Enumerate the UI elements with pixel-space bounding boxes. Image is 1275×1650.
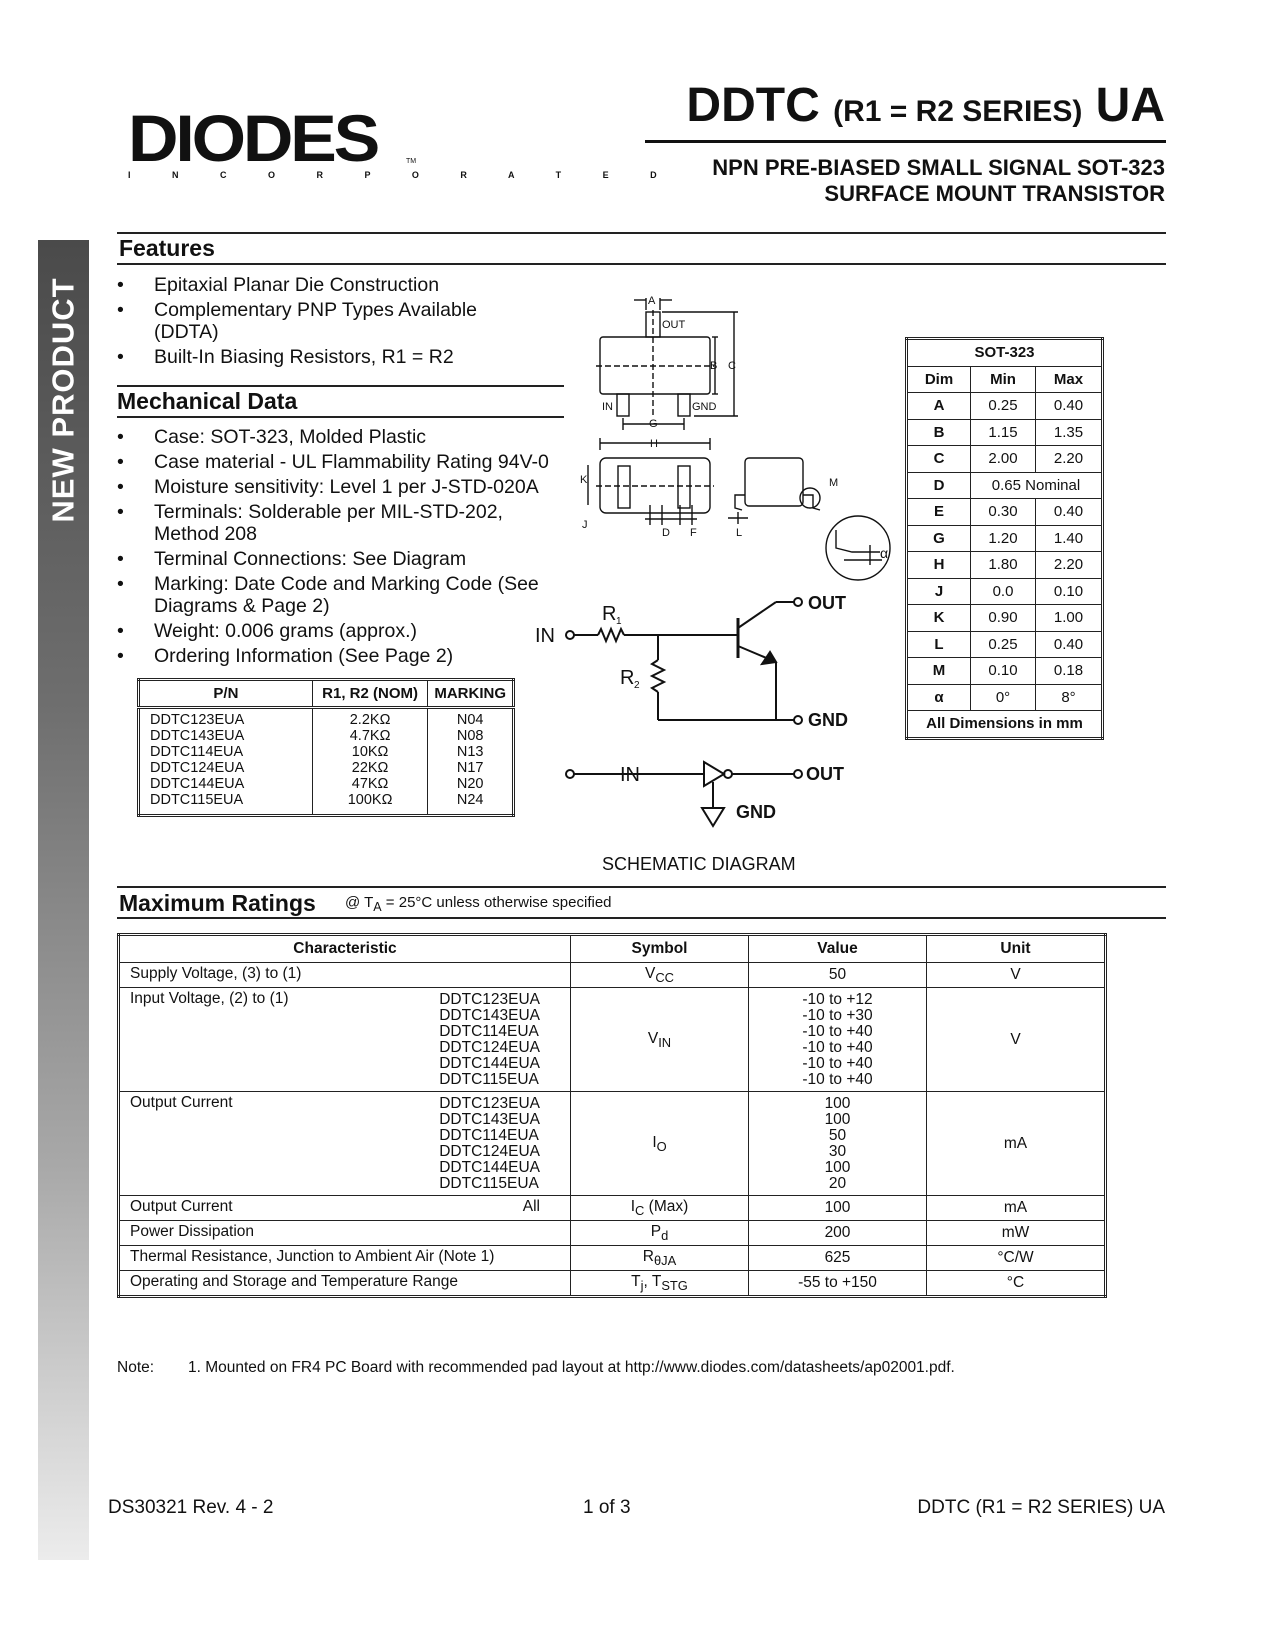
characteristic-cell (119, 1246, 571, 1271)
value-cell: 625 (749, 1246, 927, 1271)
table-row (907, 658, 1103, 685)
page-title (686, 78, 1165, 133)
characteristic-parts: DDTC123EUA DDTC143EUA DDTC114EUA DDTC124EUA DDTC144EUA DDTC115EUA (439, 991, 540, 1089)
table-row (907, 499, 1103, 526)
dim-cell: 0.40 (1036, 631, 1103, 658)
list-item: • Terminals: Solderable per MIL-STD-202, Method 208 (117, 501, 557, 545)
label-out: OUT (662, 319, 686, 331)
resistance-column: 2.2KΩ 4.7KΩ 10KΩ 22KΩ 47KΩ 100KΩ (312, 708, 428, 816)
dim-cell: L (907, 631, 971, 658)
value-cell: 200 (749, 1221, 927, 1246)
unit-cell: °C/W (927, 1246, 1106, 1271)
dim-cell: A (907, 393, 971, 420)
dim-cell: G (907, 525, 971, 552)
dim-cell: 0.10 (1036, 578, 1103, 605)
table-row (119, 1271, 1106, 1297)
side-banner (38, 240, 89, 1560)
symbol-subscript: d (661, 1228, 669, 1244)
dim-cell: 0.90 (971, 605, 1036, 632)
ground-symbol (702, 808, 724, 826)
unit-cell: mW (927, 1221, 1106, 1246)
ratings-heading: Maximum Ratings (119, 890, 316, 916)
company-logo (128, 101, 677, 180)
value-cell: 100 (749, 1196, 927, 1221)
dim-cell: 1.20 (971, 525, 1036, 552)
table-row (119, 1246, 1106, 1271)
dim-cell: α (907, 684, 971, 711)
list-item: • Case: SOT-323, Molded Plastic (117, 426, 557, 448)
r1-label: R (602, 603, 617, 625)
characteristic-cell (119, 963, 571, 988)
characteristic-cell (119, 1271, 571, 1297)
characteristic-text: Supply Voltage, (3) to (1) (130, 965, 302, 982)
characteristic-text: Input Voltage, (2) to (1) (130, 990, 289, 1008)
mechanical-heading: Mechanical Data (117, 388, 298, 414)
features-list (117, 274, 547, 371)
title-series: (R1 = R2 SERIES) (833, 95, 1083, 128)
ratings-top-rule (117, 886, 1166, 888)
dim-cell: 0.40 (1036, 393, 1103, 420)
dim-cell: 0.30 (971, 499, 1036, 526)
dim-cell: D (907, 472, 971, 499)
table-row (907, 605, 1103, 632)
list-item: • Weight: 0.006 grams (approx.) (117, 620, 557, 642)
dim-cell: 0.65 Nominal (971, 472, 1103, 499)
maximum-ratings-table (117, 933, 1107, 1298)
list-item: • Marking: Date Code and Marking Code (See Diagrams & Page 2) (117, 573, 557, 617)
logo-wordmark: DIODES (128, 101, 378, 175)
dim-cell: 2.20 (1036, 552, 1103, 579)
table-row (907, 393, 1103, 420)
symbol-subscript: O (656, 1138, 667, 1154)
table-row (907, 684, 1103, 711)
symbol-text: I (630, 1198, 636, 1216)
schematic-gnd-label: GND (808, 710, 848, 730)
symbol-subscript: j (640, 1278, 644, 1294)
r1-resistor (598, 629, 624, 641)
unit-cell: V (927, 988, 1106, 1092)
unit-cell: V (927, 963, 1106, 988)
marking-header: MARKING (428, 680, 514, 708)
note-label: Note: (117, 1359, 155, 1376)
logic-gnd-label: GND (736, 802, 776, 822)
schematic-diagram (530, 590, 870, 845)
symbol-text: T (631, 1273, 641, 1291)
ratings-condition-prefix: @ T (345, 894, 374, 911)
symbol-cell (571, 1271, 749, 1297)
logo-subtitle: I N C O R P O R A T E D (128, 170, 677, 180)
note-text: 1. Mounted on FR4 PC Board with recommended pad layout at http://www.diodes.com/datasheets/ap02001.pdf. (188, 1359, 955, 1376)
pn-header: P/N (139, 680, 313, 708)
list-item: • Terminal Connections: See Diagram (117, 548, 557, 570)
dim-cell: 1.15 (971, 419, 1036, 446)
characteristic-text: Thermal Resistance, Junction to Ambient Air (Note 1) (130, 1248, 495, 1266)
title-rule (645, 140, 1166, 143)
schematic-out-label: OUT (808, 593, 846, 613)
list-item: • Ordering Information (See Page 2) (117, 645, 557, 667)
characteristic-text: Output Current (130, 1094, 233, 1112)
label-f: F (690, 527, 697, 539)
table-row (907, 446, 1103, 473)
dim-header: Dim (907, 366, 971, 393)
r1-subscript: 1 (616, 616, 622, 627)
dim-cell: 0.25 (971, 393, 1036, 420)
symbol-subscript: CC (655, 970, 674, 986)
table-row (119, 1196, 1106, 1221)
ratings-condition (345, 894, 612, 914)
value-header: Value (749, 935, 927, 963)
features-heading: Features (119, 235, 215, 261)
table-row (907, 419, 1103, 446)
r2-label: R (620, 667, 635, 689)
dim-cell: 1.35 (1036, 419, 1103, 446)
unit-header: Unit (927, 935, 1106, 963)
label-h: H (650, 438, 658, 450)
symbol-subscript: C (635, 1203, 645, 1219)
r2-resistor (652, 660, 664, 692)
characteristic-parts: DDTC123EUA DDTC143EUA DDTC114EUA DDTC124EUA DDTC144EUA DDTC115EUA (439, 1095, 540, 1193)
symbol-subscript: IN (658, 1034, 672, 1050)
logic-out-label: OUT (806, 764, 844, 784)
part-number-table (137, 678, 515, 817)
table-row (907, 472, 1103, 499)
dim-cell: 0.25 (971, 631, 1036, 658)
subtitle-line-1: NPN PRE-BIASED SMALL SIGNAL SOT-323 (712, 155, 1165, 180)
resistance-header: R1, R2 (NOM) (312, 680, 428, 708)
symbol-text: P (650, 1223, 662, 1241)
symbol-rest: (Max) (644, 1198, 689, 1216)
footer-page-number: 1 of 3 (583, 1497, 631, 1518)
symbol-cell (571, 1246, 749, 1271)
dim-cell: 0.40 (1036, 499, 1103, 526)
dim-cell: 1.80 (971, 552, 1036, 579)
value-cell: -55 to +150 (749, 1271, 927, 1297)
table-row (119, 1221, 1106, 1246)
mechanical-bottom-rule (117, 416, 564, 418)
unit-cell: mA (927, 1092, 1106, 1196)
footer-part-series: DDTC (R1 = R2 SERIES) UA (917, 1497, 1165, 1518)
symbol-cell (571, 1092, 749, 1196)
table-row (907, 552, 1103, 579)
schematic-caption: SCHEMATIC DIAGRAM (602, 854, 796, 874)
dim-cell: J (907, 578, 971, 605)
footer-doc-number: DS30321 Rev. 4 - 2 (108, 1497, 274, 1518)
dim-cell: 0.18 (1036, 658, 1103, 685)
characteristic-text: Output Current (130, 1198, 233, 1216)
characteristic-text: Operating and Storage and Temperature Range (130, 1273, 459, 1291)
characteristic-text: Power Dissipation (130, 1223, 255, 1241)
table-row (119, 963, 1106, 988)
symbol-subscript: θJA (653, 1253, 677, 1269)
title-suffix: UA (1095, 79, 1165, 132)
value-cell: 50 (749, 963, 927, 988)
side-banner-text: NEW PRODUCT (45, 277, 81, 523)
label-g: G (649, 418, 658, 430)
list-item: • Epitaxial Planar Die Construction (117, 274, 547, 296)
dim-cell: C (907, 446, 971, 473)
r2-subscript: 2 (634, 680, 640, 691)
title-part: DDTC (686, 79, 820, 132)
list-item: • Case material - UL Flammability Rating 94V-0 (117, 451, 557, 473)
package-outline-drawing (570, 290, 900, 590)
unit-cell: mA (927, 1196, 1106, 1221)
label-c: C (728, 360, 736, 372)
characteristic-cell (119, 988, 571, 1092)
symbol-text: R (642, 1248, 654, 1266)
label-gnd: GND (692, 401, 717, 413)
ratings-condition-rest: = 25°C unless otherwise specified (381, 894, 612, 911)
pn-column: DDTC123EUA DDTC143EUA DDTC114EUA DDTC124EUA DDTC144EUA DDTC115EUA (139, 708, 313, 816)
dim-cell: B (907, 419, 971, 446)
symbol-cell (571, 1196, 749, 1221)
value-cell: 100 100 50 30 100 20 (749, 1092, 927, 1196)
dimension-table-title: SOT-323 (907, 339, 1103, 367)
label-d: D (662, 527, 670, 539)
table-row (907, 525, 1103, 552)
symbol-rest: , T (643, 1273, 662, 1291)
label-j: J (582, 519, 588, 531)
page-subtitle (712, 155, 1165, 207)
logo-trademark: TM (406, 158, 417, 165)
characteristic-cell (119, 1196, 571, 1221)
table-row (907, 631, 1103, 658)
label-in: IN (602, 401, 613, 413)
dim-cell: M (907, 658, 971, 685)
dim-cell: H (907, 552, 971, 579)
characteristic-header: Characteristic (119, 935, 571, 963)
symbol-cell (571, 963, 749, 988)
gnd-lead (678, 394, 690, 416)
dim-cell: 1.40 (1036, 525, 1103, 552)
symbol-cell (571, 1221, 749, 1246)
subtitle-line-2: SURFACE MOUNT TRANSISTOR (824, 181, 1165, 206)
label-m: M (829, 477, 839, 489)
unit-cell: °C (927, 1271, 1106, 1297)
dim-cell: 8° (1036, 684, 1103, 711)
mechanical-top-rule (117, 385, 564, 387)
in-lead (617, 394, 629, 416)
table-row (119, 1092, 1106, 1196)
marking-column: N04 N08 N13 N17 N20 N24 (456, 712, 484, 808)
ratings-condition-sub: A (373, 900, 382, 914)
label-a: A (648, 295, 656, 307)
dim-cell: 0.10 (971, 658, 1036, 685)
characteristic-cell (119, 1092, 571, 1196)
logic-in-label: IN (620, 764, 640, 786)
symbol-cell (571, 988, 749, 1092)
features-bottom-rule (117, 263, 1166, 265)
dimension-table-footer: All Dimensions in mm (907, 711, 1103, 739)
mechanical-list (117, 426, 557, 670)
value-cell: -10 to +12 -10 to +30 -10 to +40 -10 to +40 -10 to +40 -10 to +40 (749, 988, 927, 1092)
symbol-header: Symbol (571, 935, 749, 963)
dimension-table (905, 337, 1104, 740)
dim-cell: 0° (971, 684, 1036, 711)
characteristic-parts: All (522, 1198, 540, 1216)
characteristic-cell (119, 1221, 571, 1246)
schematic-in-label: IN (535, 625, 555, 647)
dim-cell: 2.20 (1036, 446, 1103, 473)
label-b: B (710, 360, 718, 372)
dim-cell: K (907, 605, 971, 632)
ratings-bottom-rule (117, 917, 1166, 919)
max-header: Max (1036, 366, 1103, 393)
label-l: L (736, 527, 743, 539)
table-row (907, 578, 1103, 605)
features-top-rule (117, 232, 1166, 234)
table-row (119, 988, 1106, 1092)
label-alpha: α (880, 545, 889, 561)
list-item: • Complementary PNP Types Available (DDTA) (117, 299, 547, 343)
dim-cell: 1.00 (1036, 605, 1103, 632)
symbol-subscript: STG (661, 1278, 688, 1294)
symbol-text: I (652, 1133, 657, 1151)
list-item: • Built-In Biasing Resistors, R1 = R2 (117, 346, 547, 368)
dim-cell: E (907, 499, 971, 526)
dim-cell: 0.0 (971, 578, 1036, 605)
label-k: K (580, 474, 588, 486)
symbol-text: V (645, 965, 656, 982)
min-header: Min (971, 366, 1036, 393)
list-item: • Moisture sensitivity: Level 1 per J-STD-020A (117, 476, 557, 498)
symbol-text: V (647, 1029, 659, 1047)
dim-cell: 2.00 (971, 446, 1036, 473)
